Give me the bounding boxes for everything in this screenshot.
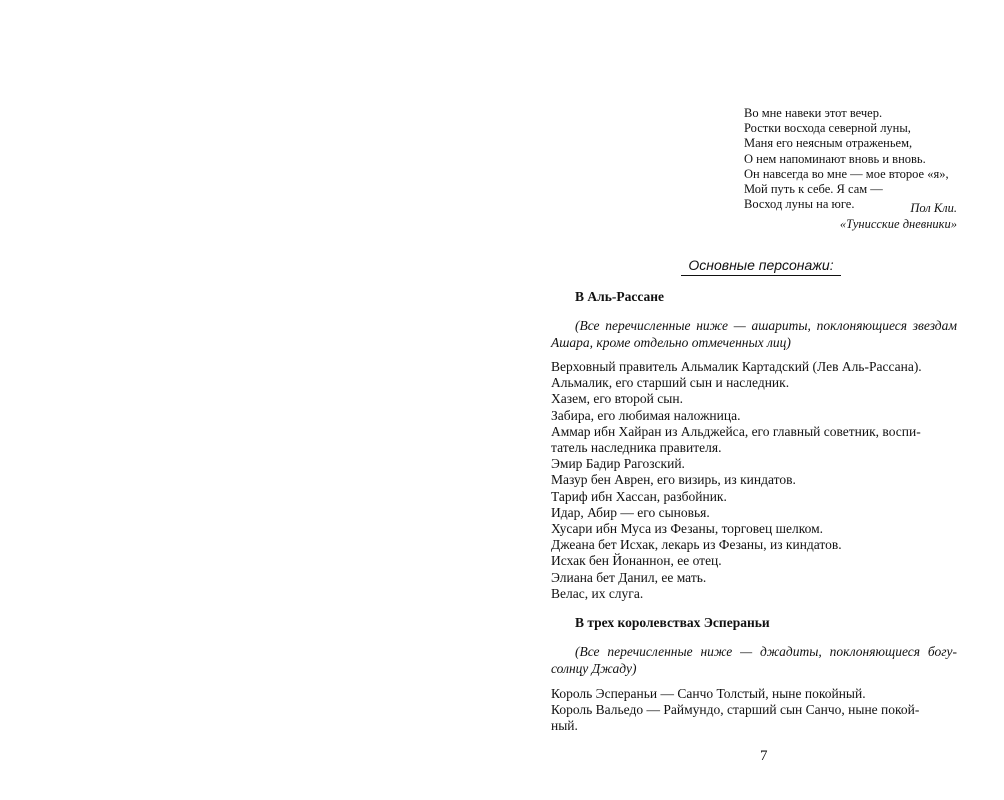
character-line: Джеана бет Исхак, лекарь из Фезаны, из киндатов. — [551, 537, 842, 553]
epigraph-line: О нем напоминают вновь и вновь. — [744, 151, 926, 166]
group-heading-esperanya: В трех королевствах Эспераньи — [575, 615, 770, 630]
character-line: Тариф ибн Хассан, разбойник. — [551, 488, 727, 504]
character-line: Король Вальедо — Раймундо, старший сын Санчо, ныне покой- — [551, 702, 920, 718]
character-line: Альмалик, его старший сын и наследник. — [551, 375, 790, 391]
section-title: Основные персонажи: — [681, 257, 841, 276]
character-line: Эмир Бадир Рагозский. — [551, 456, 685, 472]
character-line: татель наследника правителя. — [551, 440, 722, 456]
epigraph-line: Ростки восхода северной луны, — [744, 121, 911, 136]
group-note-esperanya: (Все перечисленные ниже — джадиты, поклоняющиеся богу-солнцу Джаду) — [551, 644, 957, 676]
character-line: Верховный правитель Альмалик Картадский (Лев Аль-Рассана). — [551, 359, 922, 374]
page-number: 7 — [760, 748, 768, 764]
book-page-right — [551, 0, 957, 800]
character-line: Мазур бен Аврен, его визирь, из киндатов. — [551, 472, 796, 488]
character-line: Аммар ибн Хайран из Альджейса, его главный советник, воспи- — [551, 423, 921, 439]
epigraph-line: Маня его неясным отраженьем, — [744, 136, 913, 151]
epigraph-source: «Тунисские дневники» — [839, 217, 957, 231]
character-line: Велас, их слуга. — [551, 585, 644, 601]
epigraph-line: Во мне навеки этот вечер. — [744, 106, 883, 120]
epigraph-line: Мой путь к себе. Я сам — — [744, 182, 883, 197]
character-line: ный. — [551, 718, 578, 734]
epigraph-line: Восход луны на юге. — [744, 197, 855, 212]
group-note-al-rassan: (Все перечисленные ниже — ашариты, поклоняющиеся звездам Ашара, кроме отдельно отмеченных лиц) — [551, 318, 957, 350]
character-line: Забира, его любимая наложница. — [551, 407, 741, 423]
epigraph-poem — [744, 106, 958, 212]
character-list-esperanya — [551, 686, 957, 735]
character-line: Хусари ибн Муса из Фезаны, торговец шелком. — [551, 521, 824, 537]
epigraph-attribution — [840, 200, 957, 232]
character-line: Хазем, его второй сын. — [551, 391, 683, 407]
character-line: Король Эспераньи — Санчо Толстый, ныне покойный. — [551, 686, 866, 701]
epigraph-line: Он навсегда во мне — мое второе «я», — [744, 166, 949, 181]
epigraph-author: Пол Кли. — [910, 201, 957, 215]
character-line: Исхак бен Йонаннон, ее отец. — [551, 553, 722, 569]
character-line: Элиана бет Данил, ее мать. — [551, 569, 707, 585]
group-heading-al-rassan: В Аль-Рассане — [575, 289, 665, 304]
character-list-al-rassan — [551, 359, 957, 602]
character-line: Идар, Абир — его сыновья. — [551, 504, 710, 520]
